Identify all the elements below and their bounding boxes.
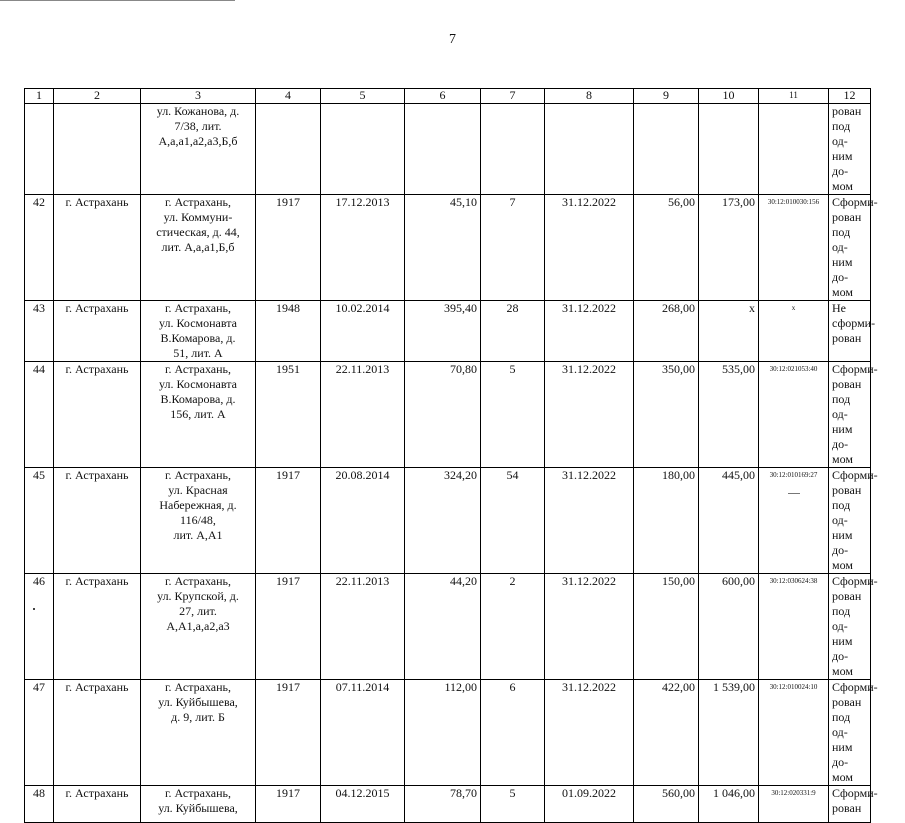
area-cell: 70,80 <box>405 362 481 468</box>
status-cell-line: мом <box>832 285 853 299</box>
area-cell: 395,40 <box>405 301 481 362</box>
status-cell <box>829 301 876 362</box>
status-cell-line: ним до- <box>832 149 853 178</box>
cost-cell: 173,00 <box>699 195 759 301</box>
cost-cell: 535,00 <box>699 362 759 468</box>
deadline-cell: 31.12.2022 <box>545 680 634 786</box>
date-cell: 10.02.2014 <box>321 301 405 362</box>
count-cell: 7 <box>481 195 545 301</box>
date-cell: 17.12.2013 <box>321 195 405 301</box>
cadastral-cell: 30:12:010169:27 <box>759 468 829 574</box>
address-cell-line: ул. Крупской, д. <box>157 589 239 603</box>
address-cell-line: В.Комарова, д. <box>160 392 236 406</box>
row-number-cell: 42 <box>25 195 54 301</box>
address-cell <box>141 301 256 362</box>
deadline-cell: 31.12.2022 <box>545 301 634 362</box>
area-cell: 45,10 <box>405 195 481 301</box>
address-cell-line: 116/48, <box>180 513 216 527</box>
scan-speck <box>33 608 35 610</box>
status-cell <box>829 574 878 680</box>
city-cell: г. Астрахань <box>54 468 141 574</box>
table-body <box>25 104 878 823</box>
cadastral-cell: 30:12:021053:40 <box>759 362 829 468</box>
address-cell-line: г. Астрахань, <box>164 574 232 588</box>
city-cell: г. Астрахань <box>54 301 141 362</box>
value-cell: 56,00 <box>634 195 699 301</box>
count-cell: 5 <box>481 786 545 823</box>
area-cell <box>405 104 481 195</box>
area-cell: 44,20 <box>405 574 481 680</box>
year-cell: 1951 <box>256 362 321 468</box>
cadastral-cell: 30:12:010024:10 <box>759 680 829 786</box>
row-number-cell: 48 <box>25 786 54 823</box>
year-cell: 1917 <box>256 468 321 574</box>
column-header: 5 <box>321 89 405 104</box>
deadline-cell <box>545 104 634 195</box>
cost-cell: 1 046,00 <box>699 786 759 823</box>
column-header: 11 <box>759 89 829 104</box>
column-header: 10 <box>699 89 759 104</box>
cadastral-cell: 30:12:030624:38 <box>759 574 829 680</box>
status-cell-line: рован <box>832 483 862 497</box>
address-cell-line: 51, лит. А <box>173 346 223 360</box>
status-cell <box>829 104 871 195</box>
page-number: 7 <box>449 32 456 47</box>
address-cell <box>141 362 256 468</box>
status-cell-line: мом <box>832 452 853 466</box>
table-row <box>25 468 871 574</box>
table-row <box>25 301 871 362</box>
address-cell-line: г. Астрахань, <box>164 195 232 209</box>
year-cell: 1917 <box>256 574 321 680</box>
count-cell: 54 <box>481 468 545 574</box>
count-cell: 6 <box>481 680 545 786</box>
cost-cell: 600,00 <box>699 574 759 680</box>
table-row <box>25 195 871 301</box>
address-cell-line: ул. Кожанова, д. <box>156 104 240 118</box>
status-cell <box>829 468 878 574</box>
year-cell: 1917 <box>256 680 321 786</box>
row-number-cell <box>25 104 54 195</box>
value-cell: 150,00 <box>634 574 699 680</box>
status-cell-line: мом <box>832 664 853 678</box>
table-row <box>25 680 871 786</box>
deadline-cell: 31.12.2022 <box>545 574 634 680</box>
status-cell-line: ним до- <box>832 422 853 451</box>
year-cell: 1917 <box>256 195 321 301</box>
status-cell-line: рован <box>832 104 862 118</box>
status-cell <box>829 786 878 823</box>
status-cell-line: Сформи- <box>832 680 878 694</box>
value-cell: 560,00 <box>634 786 699 823</box>
area-cell: 324,20 <box>405 468 481 574</box>
value-cell: 422,00 <box>634 680 699 786</box>
value-cell: 350,00 <box>634 362 699 468</box>
cadastral-cell: 30:12:010030:156 <box>759 195 829 301</box>
column-header: 7 <box>481 89 545 104</box>
city-cell: г. Астрахань <box>54 680 141 786</box>
status-cell-line: Не <box>832 301 846 315</box>
address-cell-line: 27, лит. <box>179 604 217 618</box>
year-cell <box>256 104 321 195</box>
city-cell: г. Астрахань <box>54 786 141 823</box>
address-cell-line: г. Астрахань, <box>164 301 232 315</box>
status-cell-line: мом <box>832 179 853 193</box>
city-cell: г. Астрахань <box>54 362 141 468</box>
cost-cell: х <box>699 301 759 362</box>
status-cell-line: под од- <box>832 710 851 739</box>
column-header: 3 <box>141 89 256 104</box>
status-cell-line: ним до- <box>832 255 853 284</box>
address-cell <box>141 680 256 786</box>
date-cell: 04.12.2015 <box>321 786 405 823</box>
year-cell: 1948 <box>256 301 321 362</box>
address-cell-line: лит. А,А1 <box>173 528 223 542</box>
pencil-dash-mark <box>788 493 800 494</box>
top-rule <box>0 0 235 1</box>
status-cell-line: рован <box>832 331 862 345</box>
status-cell-line: Сформи- <box>832 195 878 209</box>
city-cell <box>54 104 141 195</box>
address-cell-line: 156, лит. А <box>170 407 226 421</box>
row-number-cell: 47 <box>25 680 54 786</box>
status-cell-line: рован <box>832 801 862 815</box>
address-cell-line: ул. Красная <box>168 483 228 497</box>
table-row <box>25 362 871 468</box>
address-cell-line: г. Астрахань, <box>164 468 232 482</box>
address-cell-line: д. 9, лит. Б <box>171 710 225 724</box>
status-cell-line: ним до- <box>832 528 853 557</box>
address-cell <box>141 574 256 680</box>
address-cell-line: стическая, д. 44, <box>156 225 240 239</box>
deadline-cell: 31.12.2022 <box>545 362 634 468</box>
row-number-cell: 46 <box>25 574 54 680</box>
status-cell-line: рован <box>832 589 862 603</box>
area-cell: 78,70 <box>405 786 481 823</box>
status-cell <box>829 195 878 301</box>
table-row <box>25 786 871 823</box>
date-cell: 20.08.2014 <box>321 468 405 574</box>
address-cell-line: ул. Космонавта <box>159 377 237 391</box>
count-cell: 28 <box>481 301 545 362</box>
column-header: 2 <box>54 89 141 104</box>
cadastral-cell <box>759 104 829 195</box>
address-cell-line: А,А1,а,а2,а3 <box>166 619 230 633</box>
status-cell-line: мом <box>832 770 853 784</box>
column-header: 4 <box>256 89 321 104</box>
row-number-cell: 43 <box>25 301 54 362</box>
city-cell: г. Астрахань <box>54 574 141 680</box>
cadastral-cell: 30:12:020331:9 <box>759 786 829 823</box>
column-header: 12 <box>829 89 871 104</box>
address-cell-line: г. Астрахань, <box>164 680 232 694</box>
cadastral-cell: х <box>759 301 829 362</box>
city-cell: г. Астрахань <box>54 195 141 301</box>
year-cell: 1917 <box>256 786 321 823</box>
status-cell-line: под од- <box>832 119 851 148</box>
status-cell-line: Сформи- <box>832 786 878 800</box>
address-cell-line: ул. Куйбышева, <box>158 801 238 815</box>
status-cell-line: рован <box>832 210 862 224</box>
address-cell-line: В.Комарова, д. <box>160 331 236 345</box>
status-cell-line: рован <box>832 377 862 391</box>
housing-register-table <box>24 88 878 823</box>
address-cell-line: г. Астрахань, <box>164 786 232 800</box>
address-cell-line: 7/38, лит. <box>174 119 222 133</box>
column-header: 8 <box>545 89 634 104</box>
status-cell-line: под од- <box>832 498 851 527</box>
cost-cell <box>699 104 759 195</box>
value-cell <box>634 104 699 195</box>
status-cell-line: под од- <box>832 604 851 633</box>
status-cell-line: под од- <box>832 392 851 421</box>
address-cell <box>141 786 256 823</box>
count-cell: 5 <box>481 362 545 468</box>
address-cell <box>141 104 256 195</box>
address-cell <box>141 468 256 574</box>
deadline-cell: 01.09.2022 <box>545 786 634 823</box>
column-header: 6 <box>405 89 481 104</box>
date-cell <box>321 104 405 195</box>
table-row <box>25 104 871 195</box>
status-cell-line: ним до- <box>832 740 853 769</box>
address-cell-line: ул. Космонавта <box>159 316 237 330</box>
date-cell: 22.11.2013 <box>321 574 405 680</box>
address-cell-line: г. Астрахань, <box>164 362 232 376</box>
address-cell <box>141 195 256 301</box>
table-row <box>25 574 871 680</box>
status-cell <box>829 362 878 468</box>
column-number-row <box>25 89 871 104</box>
row-number-cell: 45 <box>25 468 54 574</box>
cost-cell: 445,00 <box>699 468 759 574</box>
status-cell-line: мом <box>832 558 853 572</box>
value-cell: 268,00 <box>634 301 699 362</box>
date-cell: 22.11.2013 <box>321 362 405 468</box>
column-header: 1 <box>25 89 54 104</box>
value-cell: 180,00 <box>634 468 699 574</box>
address-cell-line: А,а,а1,а2,а3,Б,б <box>158 134 238 148</box>
address-cell-line: ул. Куйбышева, <box>158 695 238 709</box>
deadline-cell: 31.12.2022 <box>545 468 634 574</box>
row-number-cell: 44 <box>25 362 54 468</box>
address-cell-line: Набережная, д. <box>159 498 237 512</box>
cost-cell: 1 539,00 <box>699 680 759 786</box>
column-header: 9 <box>634 89 699 104</box>
status-cell-line: рован <box>832 695 862 709</box>
status-cell-line: Сформи- <box>832 362 878 376</box>
address-cell-line: лит. А,а,а1,Б,б <box>161 240 235 254</box>
status-cell-line: ним до- <box>832 634 853 663</box>
status-cell-line: Сформи- <box>832 468 878 482</box>
status-cell-line: под од- <box>832 225 851 254</box>
status-cell <box>829 680 878 786</box>
status-cell-line: сформи- <box>832 316 876 330</box>
date-cell: 07.11.2014 <box>321 680 405 786</box>
address-cell-line: ул. Коммуни- <box>163 210 233 224</box>
area-cell: 112,00 <box>405 680 481 786</box>
count-cell: 2 <box>481 574 545 680</box>
status-cell-line: Сформи- <box>832 574 878 588</box>
deadline-cell: 31.12.2022 <box>545 195 634 301</box>
count-cell <box>481 104 545 195</box>
